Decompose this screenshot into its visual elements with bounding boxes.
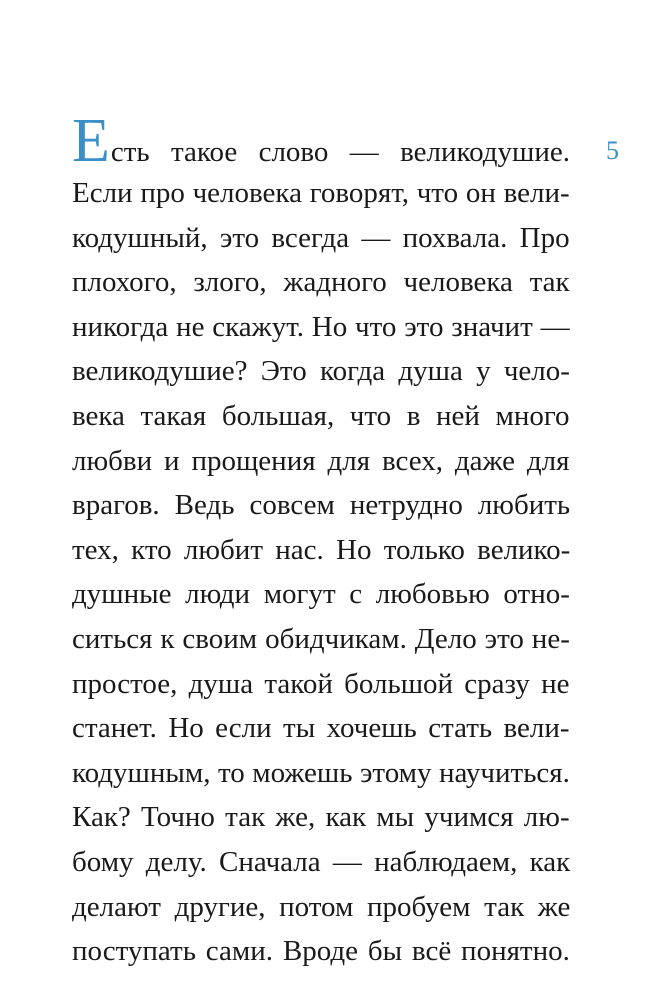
text-line: Если про человека говорят, что он вели-: [72, 177, 570, 209]
text-line: кодушным, то можешь этому научиться.: [72, 756, 570, 789]
text-line: душные люди могут с любовью отно-: [72, 578, 570, 611]
drop-cap: Е: [72, 107, 110, 175]
text-line: Как? Точно так же, как мы учимся лю-: [72, 801, 570, 834]
first-line-text: сть такое слово — великодушие.: [110, 136, 570, 168]
text-line: века такая большая, что в ней много: [72, 399, 570, 432]
text-line: поступать сами. Вроде бы всё понятно.: [72, 935, 570, 968]
text-line: делают другие, потом пробуем так же: [72, 890, 571, 923]
text-line: тех, кто любит нас. Но только велико-: [72, 533, 571, 566]
text-line: простое, душа такой большой сразу не: [72, 667, 570, 700]
text-line: кодушный, это всегда — похвала. Про: [72, 221, 570, 254]
text-line: никогда не скажут. Но что это значит —: [72, 310, 570, 343]
text-line: плохого, злого, жадного человека так: [72, 266, 570, 299]
text-line: великодушие? Это когда душа у чело-: [72, 355, 570, 388]
text-line: станет. Но если ты хочешь стать вели-: [72, 712, 570, 745]
body-text: [72, 107, 571, 974]
first-line: [72, 107, 570, 175]
text-line: ситься к своим обидчикам. Дело это не-: [72, 622, 570, 655]
text-line: любви и прощения для всех, даже для: [72, 444, 570, 477]
page-number: 5: [606, 136, 619, 165]
text-line: бому делу. Сначала — наблюдаем, как: [72, 845, 571, 878]
text-line: врагов. Ведь совсем нетрудно любить: [72, 489, 571, 522]
